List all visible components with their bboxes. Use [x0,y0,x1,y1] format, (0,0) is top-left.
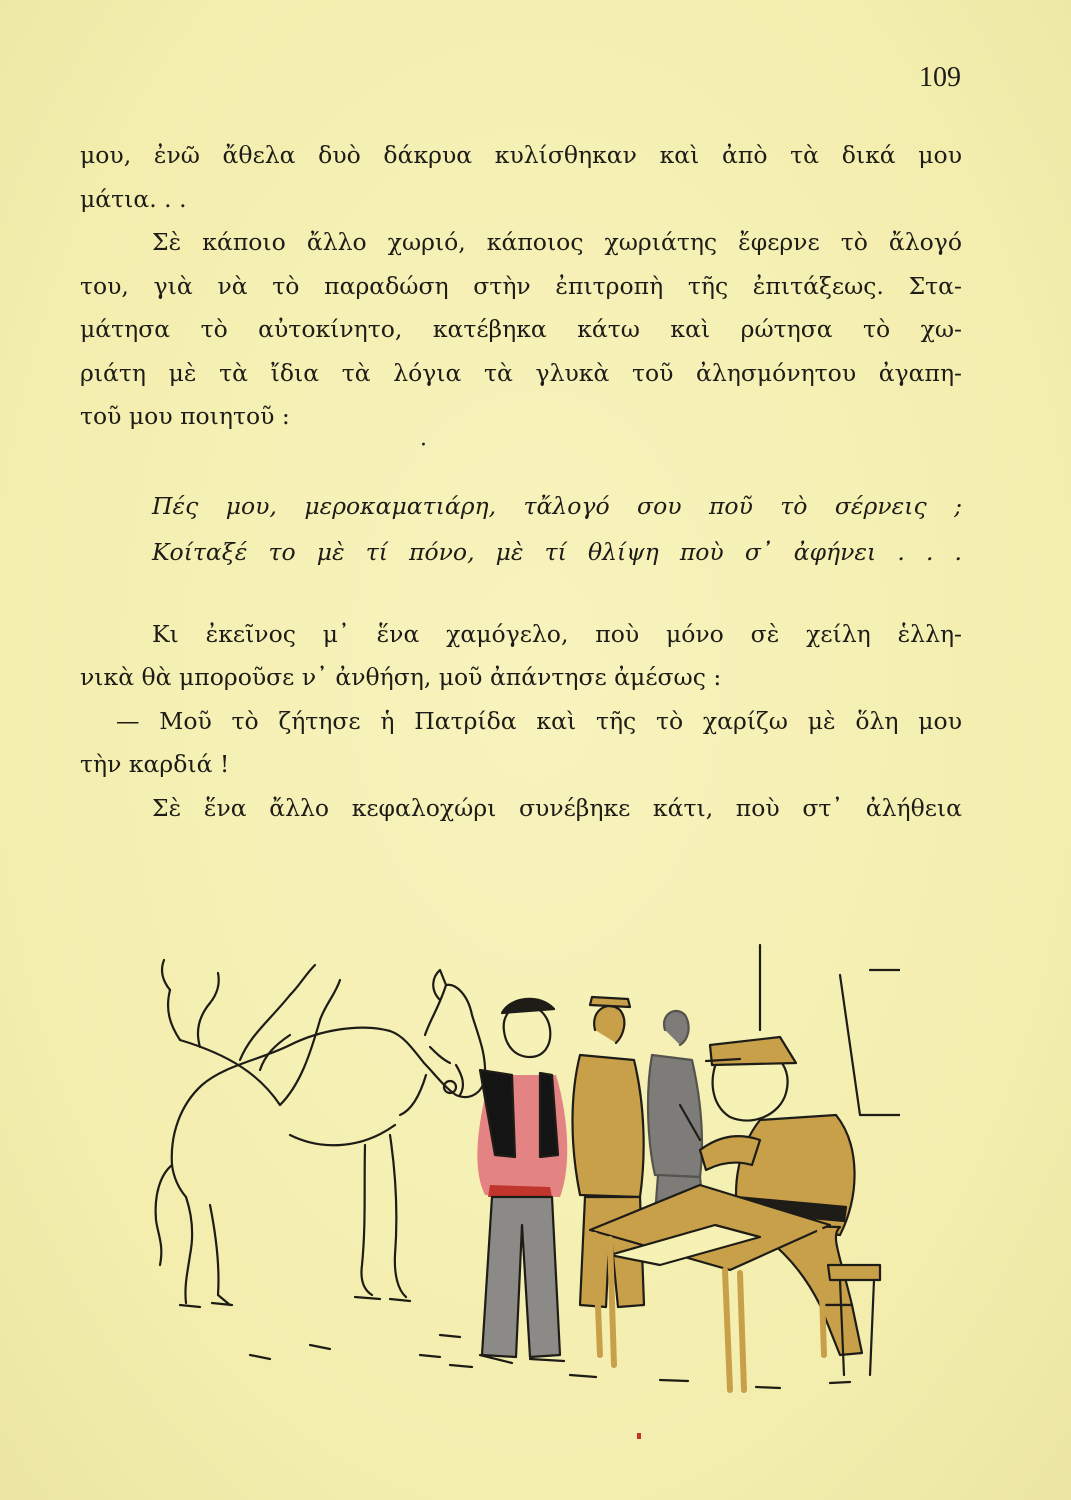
body-text [80,134,962,830]
text-line: Σὲ ἕνα ἄλλο κεφαλοχώρι συνέβηκε κάτι, ποὺ στ᾿ ἀλήθεια [152,793,962,822]
dialogue-line: — Μοῦ τὸ ζήτησε ἡ Πατρίδα καὶ τῆς τὸ χαρίζω μὲ ὅλη μου [116,706,962,735]
text-line: Κι ἐκεῖνος μ᾿ ἕνα χαμόγελο, ποὺ μόνο σὲ χείλη ἑλλη- [152,619,962,648]
text-line: Σὲ κάποιο ἄλλο χωριό, κάποιος χωριάτης ἔφερνε τὸ ἄλογό [152,228,962,256]
text-line: του, γιὰ νὰ τὸ παραδώση στὴν ἐπιτροπὴ τῆς ἐπιτάξεως. Στα- [80,271,962,300]
tree-branches [162,960,340,1105]
page-number: 109 [919,62,961,93]
text-line: μάτησα τὸ αὐτοκίνητο, κατέβηκα κάτω καὶ ρώτησα τὸ χω- [80,315,962,343]
print-mark [637,1433,641,1439]
text-line: νικὰ θὰ μποροῦσε ν᾿ ἀνθήση, μοῦ ἀπάντησε ἀμέσως : [80,663,722,691]
text-line: τὴν καρδιά ! [80,750,230,778]
illustration [140,935,900,1395]
text-line: μου, ἐνῶ ἄθελα δυὸ δάκρυα κυλίσθηκαν καὶ ἀπὸ τὰ δικά μου [80,141,962,169]
verse-line: Κοίταξέ το μὲ τί πόνο, μὲ τί θλίψη ποὺ σ᾿ ἀφήνει . . . [152,537,962,566]
text-line: ριάτη μὲ τὰ ἴδια τὰ λόγια τὰ γλυκὰ τοῦ ἀλησμόνητου ἀγαπη- [80,358,962,387]
text-line: μάτια. . . [80,184,187,213]
verse-line: Πές μου, μεροκαματιάρη, τἄλογό σου ποῦ τὸ σέρνεις ; [152,491,962,520]
ornament-dot: · [420,432,427,458]
text-line: τοῦ μου ποιητοῦ : [80,402,290,430]
villager-figure [477,999,567,1363]
